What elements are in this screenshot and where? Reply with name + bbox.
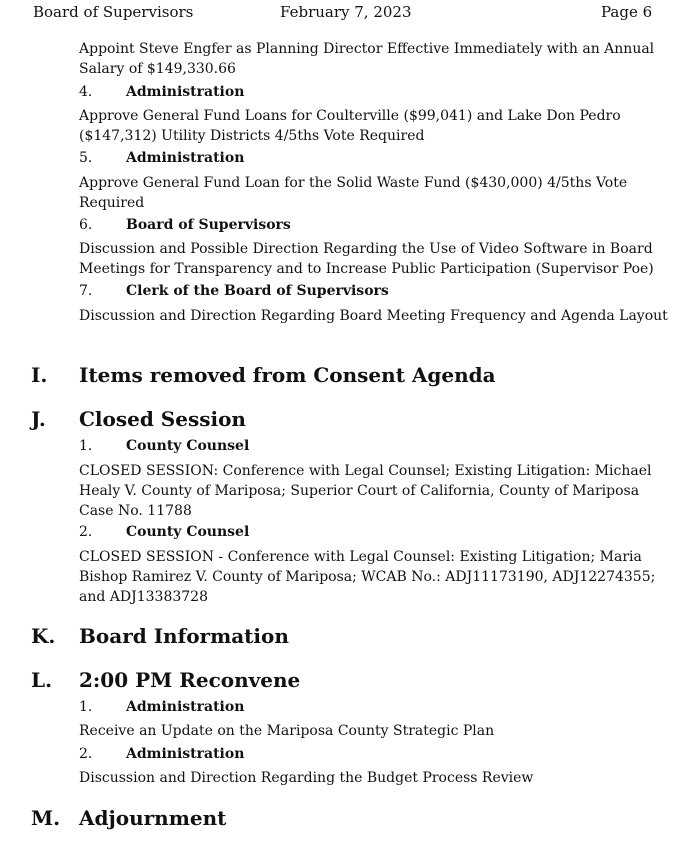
item-text: Discussion and Possible Direction Regarding the Use of Video Software in Board Meetings for Transparency and to Increase Public Participation (Supervisor Poe) (79, 241, 654, 277)
item-text: CLOSED SESSION - Conference with Legal Counsel: Existing Litigation; Maria Bishop Ramirez V. County of Mariposa; WCAB No.: ADJ11173190, ADJ12274355; and ADJ13383728 (79, 549, 656, 605)
header-board-name: Board of Supervisors (33, 3, 194, 21)
item-text: Discussion and Direction Regarding Board Meeting Frequency and Agenda Layout (79, 308, 668, 324)
header-page-number: Page 6 (601, 3, 653, 21)
item-number: 2. (79, 746, 93, 762)
section-letter-k: K. (31, 624, 56, 648)
item-number: 1. (79, 438, 93, 454)
item-department: County Counsel (126, 438, 250, 454)
item-department: Board of Supervisors (126, 217, 291, 233)
item-text: Discussion and Direction Regarding the Budget Process Review (79, 770, 534, 786)
item-number: 7. (79, 283, 93, 299)
item-number: 1. (79, 699, 93, 715)
item-number: 4. (79, 84, 93, 100)
item-department: Administration (126, 699, 245, 715)
header-date: February 7, 2023 (280, 3, 412, 21)
item-text: Receive an Update on the Mariposa County Strategic Plan (79, 723, 495, 739)
item-text: CLOSED SESSION: Conference with Legal Counsel; Existing Litigation: Michael Healy V. County of Mariposa; Superior Court of California, County of Mariposa Case No. 11788 (79, 463, 652, 519)
item-number: 2. (79, 524, 93, 540)
item-department: Administration (126, 746, 245, 762)
item-text: Approve General Fund Loan for the Solid Waste Fund ($430,000) 4/5ths Vote Required (79, 175, 628, 211)
item-text: Approve General Fund Loans for Coulterville ($99,041) and Lake Don Pedro ($147,312) Utility Districts 4/5ths Vote Required (79, 108, 621, 144)
item-department: Administration (126, 84, 245, 100)
continued-item-text: Appoint Steve Engfer as Planning Director Effective Immediately with an Annual Salary of $149,330.66 (79, 41, 655, 77)
section-title-reconvene: 2:00 PM Reconvene (79, 668, 301, 692)
section-letter-j: J. (31, 407, 46, 431)
section-letter-l: L. (31, 668, 53, 692)
item-number: 6. (79, 217, 93, 233)
section-title-adjournment: Adjournment (79, 806, 227, 830)
item-department: County Counsel (126, 524, 250, 540)
section-title-board-information: Board Information (79, 624, 289, 648)
section-title-consent-removed: Items removed from Consent Agenda (79, 363, 496, 387)
section-letter-m: M. (31, 806, 61, 830)
section-title-closed-session: Closed Session (79, 407, 246, 431)
item-department: Administration (126, 150, 245, 166)
item-number: 5. (79, 150, 93, 166)
section-letter-i: I. (31, 363, 48, 387)
item-department: Clerk of the Board of Supervisors (126, 283, 389, 299)
